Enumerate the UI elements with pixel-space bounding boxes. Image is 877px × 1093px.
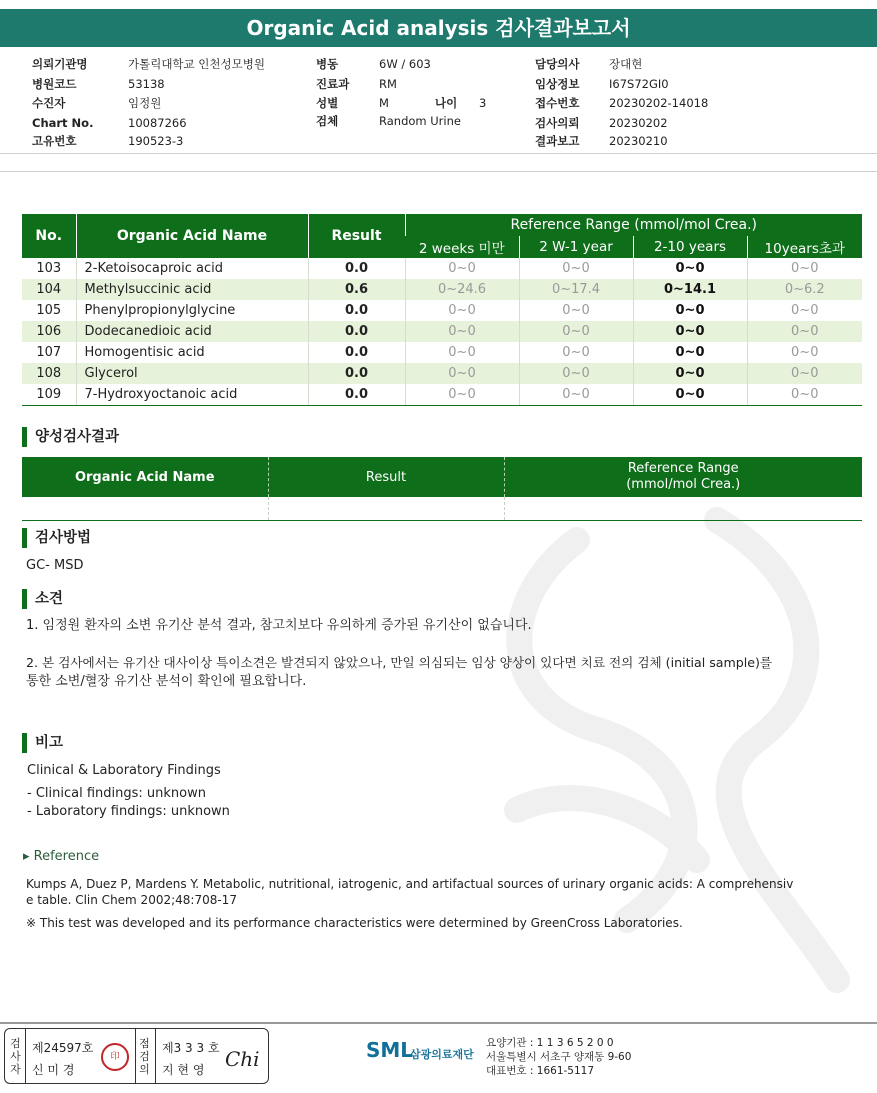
table-row bbox=[22, 300, 862, 321]
result-table bbox=[22, 214, 862, 406]
row-ref-range: 0~0 bbox=[633, 384, 747, 406]
positive-empty-cell bbox=[268, 497, 504, 521]
row-no: 103 bbox=[36, 261, 62, 276]
info-value: 20230210 bbox=[609, 134, 668, 148]
row-ref-range: 0~0 bbox=[747, 300, 862, 321]
reviewer-signature: Chi bbox=[225, 1047, 260, 1071]
sml-logo: SML bbox=[366, 1038, 414, 1062]
col-header-no: No. bbox=[22, 214, 76, 258]
table-row bbox=[22, 363, 862, 384]
info-value: I67S72GI0 bbox=[609, 77, 669, 91]
reviewer-label bbox=[137, 1037, 152, 1076]
row-no: 106 bbox=[22, 321, 76, 342]
org-name: 삼광의료재단 bbox=[410, 1048, 474, 1061]
info-label: 성별 bbox=[316, 96, 339, 110]
col-header-ref: Reference Range (mmol/mol Crea.) bbox=[405, 214, 862, 236]
footer bbox=[0, 1022, 877, 1093]
info-label: 병동 bbox=[316, 57, 339, 71]
info-label: 접수번호 bbox=[535, 96, 580, 110]
row-result: 0.0 bbox=[308, 258, 405, 279]
inspector-stamp: 印 bbox=[101, 1043, 129, 1071]
table-row bbox=[22, 258, 862, 279]
info-label: Chart No. bbox=[32, 116, 94, 130]
row-name: Homogentisic acid bbox=[76, 342, 308, 363]
row-result: 0.0 bbox=[308, 384, 405, 406]
inspector-license-no: 제24597호 bbox=[32, 1041, 94, 1055]
row-no: 108 bbox=[22, 363, 76, 384]
report-title: Organic Acid analysis 검사결과보고서 bbox=[0, 9, 877, 47]
opinion-line-2b: 통한 소변/혈장 유기산 분석이 확인에 필요합니다. bbox=[26, 674, 307, 689]
row-ref-range: 0~0 bbox=[519, 384, 633, 406]
row-name: Dodecanedioic acid bbox=[76, 321, 308, 342]
row-ref-range: 0~17.4 bbox=[519, 279, 633, 300]
row-ref-range: 0~0 bbox=[747, 384, 862, 406]
row-ref-range: 0~0 bbox=[747, 258, 862, 279]
row-no: 107 bbox=[36, 345, 62, 360]
section-title-remarks: 비고 bbox=[22, 733, 63, 753]
info-value: 6W / 603 bbox=[379, 57, 431, 71]
row-ref-range: 0~0 bbox=[519, 363, 633, 384]
section-title-opinion: 소견 bbox=[22, 589, 63, 609]
info-label: 담당의사 bbox=[535, 57, 580, 71]
row-ref-range: 0~0 bbox=[633, 258, 747, 279]
row-name: Methylsuccinic acid bbox=[76, 279, 308, 300]
row-result: 0.0 bbox=[308, 342, 405, 363]
sig-divider bbox=[135, 1029, 136, 1083]
opinion-line-1: 1. 임정원 환자의 소변 유기산 분석 결과, 참고치보다 유의하게 증가된 유기산이 없습니다. bbox=[26, 618, 532, 633]
row-ref-range: 0~0 bbox=[405, 258, 519, 279]
positive-header-ref bbox=[504, 457, 862, 497]
positive-header-result: Result bbox=[268, 457, 504, 497]
ref-col-header: 2 weeks 미만 bbox=[405, 236, 519, 258]
reference-note: ※ This test was developed and its performance characteristics were determined by GreenCross Laboratories. bbox=[26, 916, 683, 930]
method-text: GC- MSD bbox=[26, 558, 84, 573]
org-location: 서울특별시 서초구 양재동 9-60 bbox=[486, 1051, 632, 1063]
reviewer-license-no: 제3 3 3 호 bbox=[162, 1041, 220, 1055]
info-label: 수진자 bbox=[32, 96, 66, 110]
info-label: 병원코드 bbox=[32, 77, 77, 91]
info-label: 검체 bbox=[316, 114, 339, 128]
reference-text-line2: e table. Clin Chem 2002;48:708-17 bbox=[26, 893, 237, 907]
info-value: 임정원 bbox=[128, 96, 162, 110]
row-ref-range: 0~0 bbox=[405, 321, 519, 342]
positive-empty-cell bbox=[22, 497, 268, 521]
row-name: Phenylpropionylglycine bbox=[76, 300, 308, 321]
org-phone: 대표번호 : 1661-5117 bbox=[486, 1065, 595, 1077]
reference-text-line1: Kumps A, Duez P, Mardens Y. Metabolic, nutritional, iatrogenic, and artifactual sources of urinary organic acids: A comprehensiv bbox=[26, 877, 794, 891]
info-label: 진료과 bbox=[316, 77, 350, 91]
divider bbox=[0, 171, 877, 172]
info-label: 의뢰기관명 bbox=[32, 57, 88, 71]
row-result: 0.0 bbox=[308, 321, 405, 342]
row-name: 2-Ketoisocaproic acid bbox=[76, 258, 308, 279]
reference-title: ▸ Reference bbox=[23, 849, 100, 864]
ref-col-header: 2-10 years bbox=[633, 236, 747, 258]
info-label: 검사의뢰 bbox=[535, 116, 580, 130]
row-name: Glycerol bbox=[76, 363, 308, 384]
row-ref-range: 0~0 bbox=[633, 363, 747, 384]
reference-text bbox=[26, 876, 848, 908]
positive-header-name: Organic Acid Name bbox=[22, 457, 268, 497]
row-ref-range: 0~24.6 bbox=[405, 279, 519, 300]
info-value: M bbox=[379, 96, 389, 110]
row-result: 0.0 bbox=[308, 363, 405, 384]
row-no: 105 bbox=[36, 303, 62, 318]
signature-box bbox=[4, 1028, 269, 1084]
info-value: 20230202-14018 bbox=[609, 96, 709, 110]
remarks-line-3: - Laboratory findings: unknown bbox=[27, 804, 230, 819]
row-result: 0.0 bbox=[308, 300, 405, 321]
row-ref-range: 0~0 bbox=[747, 342, 862, 363]
positive-table bbox=[22, 457, 862, 521]
row-ref-range: 0~0 bbox=[405, 342, 519, 363]
section-title-method: 검사방법 bbox=[22, 528, 91, 548]
info-label: 고유번호 bbox=[32, 134, 77, 148]
info-value: RM bbox=[379, 77, 397, 91]
table-row bbox=[22, 384, 862, 406]
row-ref-range: 0~0 bbox=[519, 258, 633, 279]
info-label: 임상정보 bbox=[535, 77, 580, 91]
table-row bbox=[22, 279, 862, 300]
info-value: 장대현 bbox=[609, 57, 643, 71]
col-header-result: Result bbox=[308, 214, 405, 258]
row-no: 104 bbox=[22, 279, 76, 300]
inspector-label bbox=[8, 1037, 23, 1076]
info-value: 53138 bbox=[128, 77, 165, 91]
info-value: 10087266 bbox=[128, 116, 187, 130]
info-label: 결과보고 bbox=[535, 134, 580, 148]
info-value: 가톨릭대학교 인천성모병원 bbox=[128, 57, 265, 71]
age-value: 3 bbox=[479, 96, 487, 110]
divider bbox=[0, 153, 877, 154]
row-name: 7-Hydroxyoctanoic acid bbox=[76, 384, 308, 406]
age-label: 나이 bbox=[435, 96, 458, 110]
row-result: 0.6 bbox=[308, 279, 405, 300]
sig-divider bbox=[155, 1029, 156, 1083]
positive-header-ref-line2: (mmol/mol Crea.) bbox=[626, 477, 741, 492]
org-address bbox=[486, 1036, 631, 1078]
row-ref-range: 0~0 bbox=[747, 321, 862, 342]
sig-divider bbox=[25, 1029, 26, 1083]
table-row bbox=[22, 321, 862, 342]
info-value: 190523-3 bbox=[128, 134, 184, 148]
row-ref-range: 0~0 bbox=[633, 321, 747, 342]
inspector-label-char: 검사자 bbox=[10, 1037, 21, 1076]
positive-header-ref-line1: Reference Range bbox=[627, 461, 739, 476]
row-no: 109 bbox=[22, 384, 76, 406]
row-ref-range: 0~0 bbox=[405, 300, 519, 321]
row-ref-range: 0~0 bbox=[405, 384, 519, 406]
row-ref-range: 0~0 bbox=[519, 300, 633, 321]
result-table-body bbox=[22, 258, 862, 406]
info-value: Random Urine bbox=[379, 114, 461, 128]
row-ref-range: 0~0 bbox=[519, 342, 633, 363]
remarks-line-2: - Clinical findings: unknown bbox=[27, 786, 206, 801]
ref-col-header: 2 W-1 year bbox=[519, 236, 633, 258]
row-ref-range: 0~6.2 bbox=[747, 279, 862, 300]
inspector-name: 신 미 경 bbox=[32, 1063, 75, 1077]
org-code: 요양기관 : 1 1 3 6 5 2 0 0 bbox=[486, 1037, 614, 1049]
row-ref-range: 0~0 bbox=[633, 342, 747, 363]
reviewer-label-char: 점검의 bbox=[139, 1037, 150, 1076]
reviewer-name: 지 현 영 bbox=[162, 1063, 205, 1077]
remarks-line-1: Clinical & Laboratory Findings bbox=[27, 763, 221, 778]
watermark-logo bbox=[457, 480, 877, 1040]
section-title-positive: 양성검사결과 bbox=[22, 427, 119, 447]
row-ref-range: 0~0 bbox=[633, 300, 747, 321]
positive-empty-cell bbox=[504, 497, 862, 521]
row-ref-range: 0~0 bbox=[519, 321, 633, 342]
row-ref-range: 0~14.1 bbox=[633, 279, 747, 300]
row-ref-range: 0~0 bbox=[747, 363, 862, 384]
ref-col-header: 10years초과 bbox=[747, 236, 862, 258]
row-ref-range: 0~0 bbox=[405, 363, 519, 384]
info-value: 20230202 bbox=[609, 116, 668, 130]
col-header-name: Organic Acid Name bbox=[76, 214, 308, 258]
opinion-line-2a: 2. 본 검사에서는 유기산 대사이상 특이소견은 발견되지 않았으나, 만일 의심되는 임상 양상이 있다면 치료 전의 검체 (initial sample)를 bbox=[26, 655, 773, 670]
table-row bbox=[22, 342, 862, 363]
